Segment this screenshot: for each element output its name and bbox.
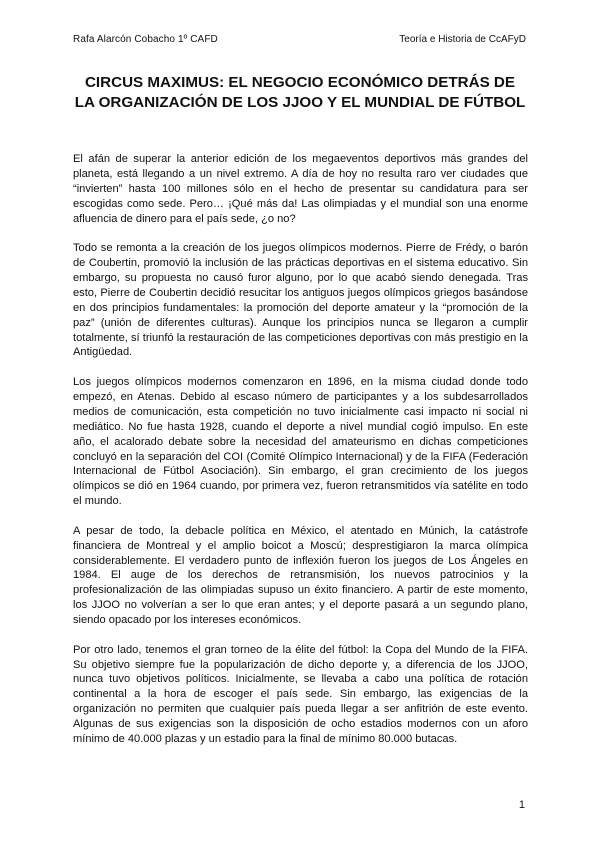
paragraph-world-cup: Por otro lado, tenemos el gran torneo de la élite del fútbol: la Copa del Mundo de la FIFA. Su objetivo siempre fue la popularización de dicho deporte y, a diferencia de los JJOO, nunca tuvo objetivos políticos. Inicialmente, se llevaba a cabo una política de rotación continental a la hora de escoger el país sede. Sin embargo, las exigencias de la organización no permiten que cualquier país pueda llegar a ser anfitrión de este evento. Algunas de sus exigencias son la disposición de ocho estadios modernos con un aforo mínimo de 40.000 plazas y un estadio para la final de mínimo 80.000 butacas. [73,643,528,746]
paragraph-intro: El afán de superar la anterior edición de los megaeventos deportivos más grandes del planeta, está llegando a un nivel extremo. A día de hoy no resulta raro ver ciudades que “invierten” hasta 100 millones sólo en el hecho de presentar su candidatura para ser escogidas como sede. Pero… ¡Qué más da! Las olimpiadas y el mundial son una enorme afluencia de dinero para el país sede, ¿o no? [73,153,528,225]
document-body [73,152,528,762]
paragraph-origins: Todo se remonta a la creación de los juegos olímpicos modernos. Pierre de Frédy, o barón de Coubertin, promovió la inclusión de las prácticas deportivas en el sistema educativo. Sin embargo, su propuesta no causó furor alguno, por lo que acabó siendo denegada. Tras esto, Pierre de Coubertin decidió resucitar los antiguos juegos olímpicos griegos basándose en dos principios fundamentales: la promoción del deporte amateur y la “promoción de la paz” (unión de diferentes culturas). Aunque los principios nunca se llegaron a cumplir totalmente, sí triunfó la restauración de las competiciones deportivas con más prestigio en la Antigüedad. [73,242,528,359]
header-author: Rafa Alarcón Cobacho 1º CAFD [73,34,218,45]
document-title: CIRCUS MAXIMUS: EL NEGOCIO ECONÓMICO DETRÁS DE LA ORGANIZACIÓN DE LOS JJOO Y EL MUNDIAL DE FÚTBOL [74,74,526,111]
header-course: Teoría e Historia de CcAFyD [399,34,526,45]
paragraph-turning-point: A pesar de todo, la debacle política en México, el atentado en Múnich, la catástrofe financiera de Montreal y el amplio boicot a Moscú; desprestigiaron la marca olímpica considerablemente. El verdadero punto de inflexión fueron los juegos de Los Ángeles en 1984. El auge de los derechos de retransmisión, los nuevos patrocinios y la profesionalización de las olimpiadas supuso un éxito financiero. A partir de este momento, los JJOO no volverían a ser lo que eran antes; y el deporte pasará a un segundo plano, siendo opacado por los intereses económicos. [73,524,528,627]
page-number: 1 [518,799,525,811]
paragraph-modern-games: Los juegos olímpicos modernos comenzaron en 1896, en la misma ciudad donde todo empezó, en Atenas. Debido al escaso número de participantes y a los subdesarrollados medios de comunicación, esta competición no tuvo inicialmente casi impacto ni social ni mediático. No fue hasta 1928, cuando el deporte a nivel mundial cogió impulso. En este año, el acalorado debate sobre la necesidad del amateurismo en dichas competiciones concluyó en la separación del COI (Comité Olímpico Internacional) y de la FIFA (Federación Internacional de Fútbol Asociación). Sin embargo, el gran crecimiento de los juegos olímpicos se dió en 1964 cuando, por primera vez, fueron retransmitidos vía satélite en todo el mundo. [73,375,528,508]
